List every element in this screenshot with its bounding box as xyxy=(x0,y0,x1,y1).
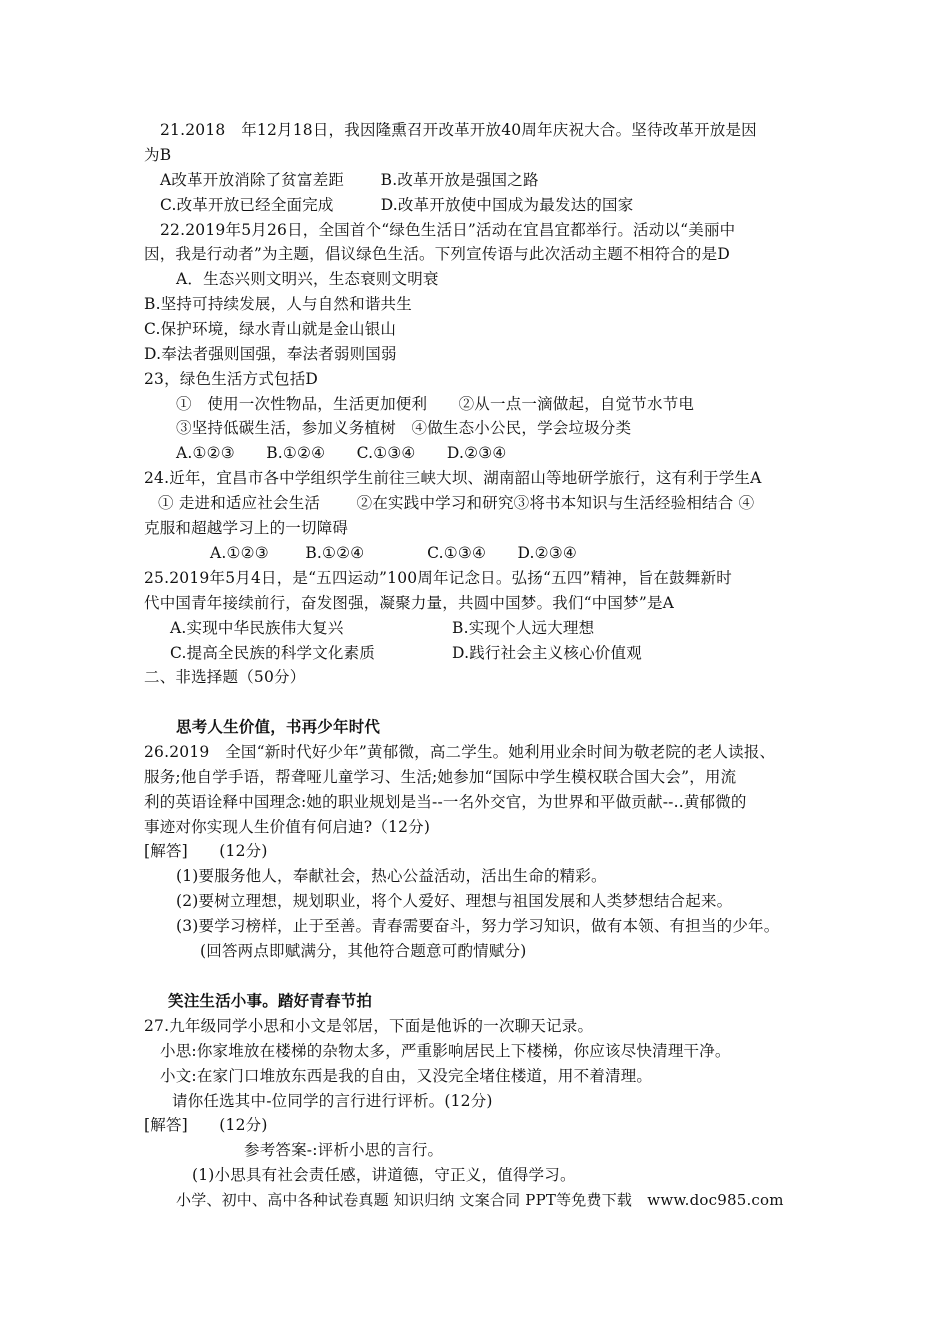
question-25-option-c: C.提高全民族的科学文化素质 xyxy=(170,644,376,662)
question-22-line-2: 因，我是行动者”为主题，倡议绿色生活。下列宣传语与此次活动主题不相符合的是D xyxy=(144,245,730,263)
question-27-stem: 27.九年级同学小思和小文是邻居，下面是他诉的一次聊天记录。 xyxy=(144,1017,594,1035)
question-27-dialogue-1: 小思:你家堆放在楼梯的杂物太多，严重影响居民上下楼梯，你应该尽快清理干净。 xyxy=(160,1042,731,1060)
answer-26-note: (回答两点即赋满分，其他符合题意可酌情赋分) xyxy=(200,942,527,960)
question-25-line-1: 25.2019年5月4日，是“五四运动”100周年记念日。弘扬“五四”精神，旨在鼓舞新时 xyxy=(144,569,732,587)
question-24-options: A.①②③ B.①②④ C.①③④ D.②③④ xyxy=(210,544,577,562)
answer-26-point-3: (3)要学习榜样，止于至善。青春需要奋斗，努力学习知识，做有本领、有担当的少年。 xyxy=(176,917,780,935)
question-21-line-2: 为B xyxy=(144,146,172,164)
subsection-title-2: 笑注生活小事。踏好青春节拍 xyxy=(168,991,373,1010)
answer-27-point-1: (1)小思具有社会责任感，讲道德，守正义，值得学习。 xyxy=(192,1166,576,1184)
question-26-line-3: 利的英语诠释中国理念:她的职业规划是当--一名外交官，为世界和平做贡献--..黄郁微的 xyxy=(144,793,747,811)
question-23-items-2: ③坚持低碳生活，参加义务植树 ④做生态小公民，学会垃圾分类 xyxy=(176,419,632,437)
question-25-option-d: D.践行社会主义核心价值观 xyxy=(452,644,642,662)
question-21-line-1: 21.2018 年12月18日，我因隆熏召开改革开放40周年庆祝大合。坚待改革开放是因 xyxy=(160,121,757,139)
answer-27-reference: 参考答案-:评析小思的言行。 xyxy=(244,1141,444,1159)
page-footer: 小学、初中、高中各种试卷真题 知识归纳 文案合同 PPT等免费下载 www.doc985.com xyxy=(176,1191,784,1209)
question-24-items-2: 克服和超越学习上的一切障碍 xyxy=(144,519,349,537)
question-26-line-1: 26.2019 全国“新时代好少年”黄郁微，高二学生。她利用业余时间为敬老院的老人读报、 xyxy=(144,743,776,761)
question-27-prompt: 请你任选其中-位同学的言行进行评析。(12分) xyxy=(172,1092,493,1110)
question-24-stem: 24.近年，宜昌市各中学组织学生前往三峡大坝、湖南韶山等地研学旅行，这有利于学生A xyxy=(144,469,762,487)
question-22-option-c: C.保护环境，绿水青山就是金山银山 xyxy=(144,320,397,338)
answer-27-heading: [解答] (12分) xyxy=(144,1116,268,1134)
question-24-items-1: ① 走进和适应社会生活 ②在实践中学习和研究③将书本知识与生活经验相结合 ④ xyxy=(158,494,755,512)
answer-26-point-2: (2)要树立理想，规划职业，将个人爱好、理想与祖国发展和人类梦想结合起来。 xyxy=(176,892,733,910)
question-27-dialogue-2: 小文:在家门口堆放东西是我的自由，又没完全堵住楼道，用不着清理。 xyxy=(160,1067,653,1085)
question-25-option-b: B.实现个人远大理想 xyxy=(452,619,595,637)
answer-26-point-1: (1)要服务他人，奉献社会，热心公益活动，活出生命的精彩。 xyxy=(176,867,607,885)
question-23-items-1: ① 使用一次性物品，生活更加便利 ②从一点一滴做起，自觉节水节电 xyxy=(176,395,695,413)
question-26-line-4: 事迹对你实现人生价值有何启迪?（12分) xyxy=(144,818,431,836)
question-22-option-b: B.坚持可持续发展，人与自然和谐共生 xyxy=(144,295,412,313)
question-21-options-ab: A改革开放消除了贫富差距 B.改革开放是强国之路 xyxy=(160,171,539,189)
question-22-line-1: 22.2019年5月26日，全国首个“绿色生活日”活动在宜昌宜都举行。活动以“美丽中 xyxy=(160,221,736,239)
question-22-option-d: D.奉法者强则国强，奉法者弱则国弱 xyxy=(144,345,397,363)
question-21-options-cd: C.改革开放已经全面完成 D.改革开放使中国成为最发达的国家 xyxy=(160,196,634,214)
question-22-option-a: A．生态兴则文明兴，生态衰则文明衰 xyxy=(176,270,439,288)
question-25-option-a: A.实现中华民族伟大复兴 xyxy=(170,619,344,637)
subsection-title-1: 思考人生价值，书再少年时代 xyxy=(176,717,381,736)
question-23-options: A.①②③ B.①②④ C.①③④ D.②③④ xyxy=(176,444,507,462)
section-heading: 二、非选择题（50分） xyxy=(144,668,306,686)
question-25-line-2: 代中国青年接续前行，奋发图强，凝聚力量，共圆中国梦。我们“中国梦”是A xyxy=(144,594,675,612)
answer-26-heading: [解答] (12分) xyxy=(144,842,268,860)
question-23-stem: 23，绿色生活方式包括D xyxy=(144,370,319,388)
question-26-line-2: 服务;他自学手语，帮聋哑儿童学习、生活;她参加“国际中学生模权联合国大会”，用流 xyxy=(144,768,737,786)
